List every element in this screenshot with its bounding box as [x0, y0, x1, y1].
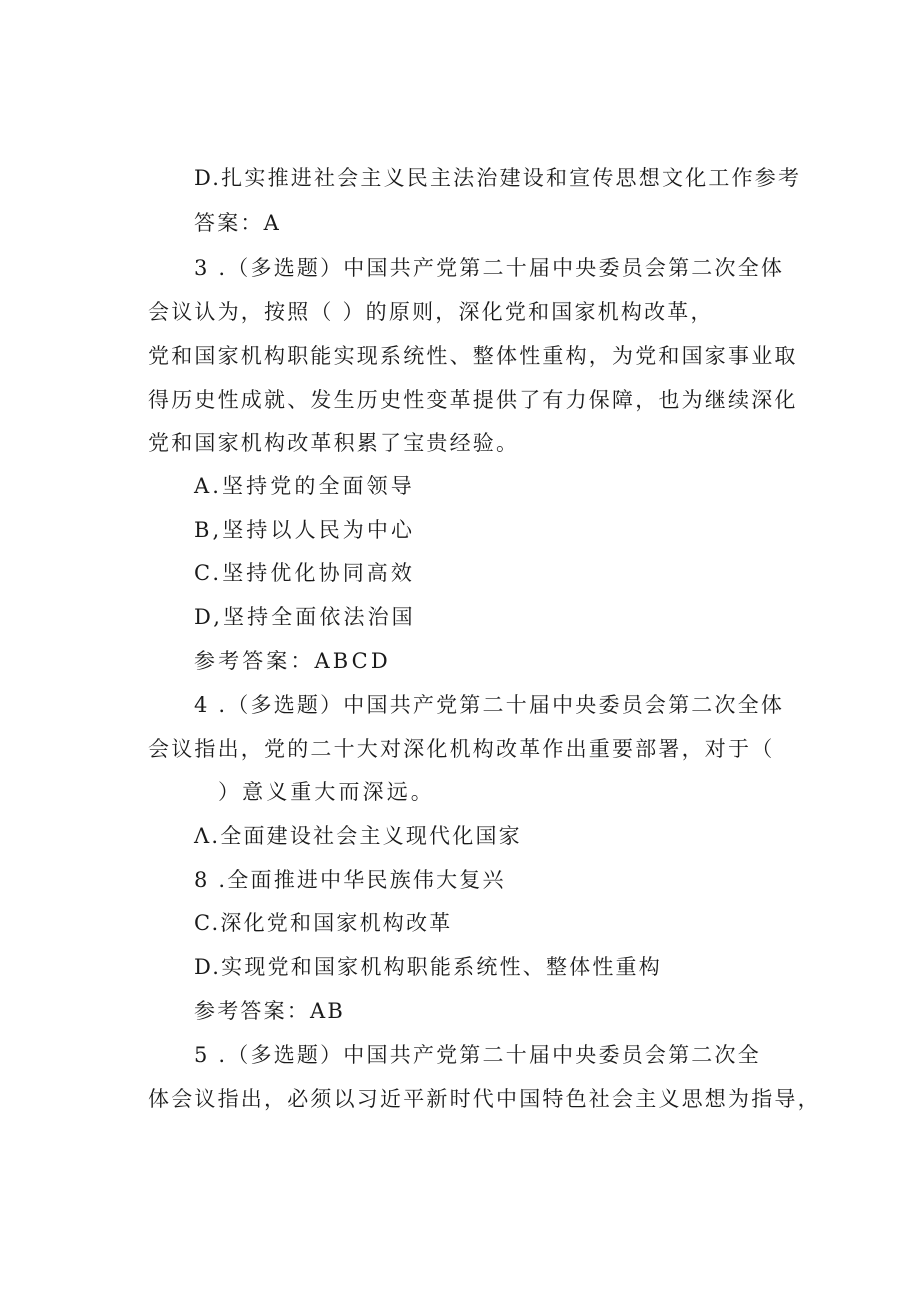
- q4-answer: 参考答案：AB: [194, 999, 345, 1023]
- q2-answer: 答案：A: [194, 211, 281, 235]
- q4-option-d: D.实现党和国家机构职能系统性、整体性重构: [194, 955, 662, 979]
- q5-stem-line-1: 5 .（多选题）中国共产党第二十届中央委员会第二次全: [194, 1043, 761, 1067]
- q4-stem-line-3: ）意义重大而深远。: [218, 780, 435, 804]
- q5-stem-line-2: 体会议指出，必须以习近平新时代中国特色社会主义思想为指导，: [148, 1087, 821, 1111]
- q3-option-a: A.坚持党的全面领导: [194, 474, 415, 498]
- q3-answer: 参考答案：ABCD: [194, 649, 391, 673]
- q3-stem-line-1: 3 .（多选题）中国共产党第二十届中央委员会第二次全体: [194, 256, 785, 280]
- q3-option-c: C.坚持优化协同高效: [194, 561, 415, 585]
- q4-stem-line-2: 会议指出，党的二十大对深化机构改革作出重要部署，对于（: [148, 737, 775, 761]
- q3-stem-line-2: 会议认为，按照（ ）的原则，深化党和国家机构改革，: [148, 300, 714, 324]
- q3-stem-line-5: 党和国家机构改革积累了宝贵经验。: [148, 431, 520, 455]
- q3-option-b: B,坚持以人民为中心: [194, 518, 416, 542]
- q3-stem-line-4: 得历史性成就、发生历史性变革提供了有力保障，也为继续深化: [148, 388, 798, 412]
- q4-option-a: Λ.全面建设社会主义现代化国家: [194, 824, 522, 848]
- q4-option-b: 8 .全面推进中华民族伟大复兴: [194, 868, 506, 892]
- q4-stem-line-1: 4 .（多选题）中国共产党第二十届中央委员会第二次全体: [194, 693, 785, 717]
- q2-option-d-line: D.扎实推进社会主义民主法治建设和宣传思想文化工作参考: [194, 166, 802, 190]
- q3-stem-line-3: 党和国家机构职能实现系统性、整体性重构，为党和国家事业取: [148, 344, 798, 368]
- q3-option-d: D,坚持全面依法治国: [194, 605, 416, 629]
- q4-option-c: C.深化党和国家机构改革: [194, 911, 453, 935]
